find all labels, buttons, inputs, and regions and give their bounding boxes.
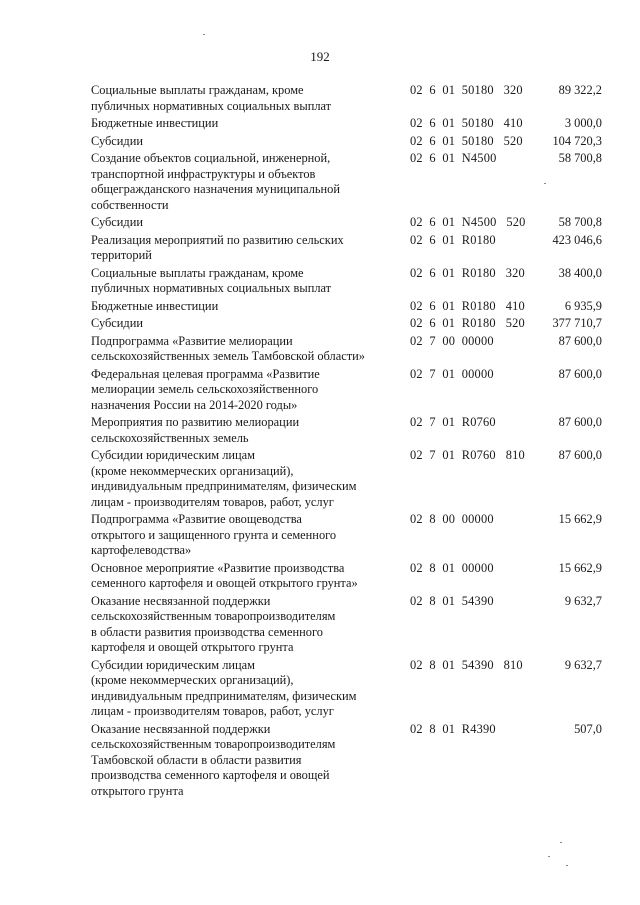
row-code: 02 6 01 50180 410 bbox=[410, 116, 523, 130]
table-row bbox=[0, 151, 640, 213]
row-amount: 423 046,6 bbox=[552, 232, 602, 247]
row-code: 02 6 01 50180 320 bbox=[410, 83, 523, 97]
row-code: 02 8 01 00000 bbox=[410, 560, 494, 575]
table-row bbox=[0, 83, 640, 114]
row-name: Подпрограмма «Развитие мелиорации сельскохозяйственных земель Тамбовской области» bbox=[91, 333, 365, 363]
table-row bbox=[0, 134, 640, 150]
row-code: 02 6 01 R0180 bbox=[410, 232, 496, 247]
table-row bbox=[0, 299, 640, 315]
table-row bbox=[0, 233, 640, 264]
row-code: 02 8 01 54390 bbox=[410, 593, 494, 608]
row-code: 02 6 01 R0180 320 bbox=[410, 265, 525, 280]
row-code: 02 6 01 R0180 410 bbox=[410, 298, 525, 313]
row-code: 02 8 01 54390 810 bbox=[410, 657, 523, 672]
row-amount: 9 632,7 bbox=[564, 593, 602, 608]
row-amount: 38 400,0 bbox=[558, 265, 602, 280]
table-row bbox=[0, 722, 640, 800]
row-name: Субсидии юридическим лицам (кроме некоммерческих организаций), индивидуальным предпринимателям, физическим лицам - производителям товаров, работ, услуг bbox=[91, 448, 357, 509]
row-amount: 87 600,0 bbox=[558, 448, 602, 462]
row-code: 02 6 01 N4500 520 bbox=[410, 215, 526, 229]
row-name: Субсидии bbox=[91, 316, 143, 330]
row-amount: 104 720,3 bbox=[552, 133, 602, 148]
table-row bbox=[0, 215, 640, 231]
table-row bbox=[0, 367, 640, 414]
row-amount: 3 000,0 bbox=[564, 116, 602, 130]
row-name: Реализация мероприятий по развитию сельских территорий bbox=[91, 232, 344, 262]
row-code: 02 6 01 50180 520 bbox=[410, 133, 523, 148]
row-amount: 58 700,8 bbox=[558, 151, 602, 165]
table-row bbox=[0, 561, 640, 592]
row-code: 02 7 01 R0760 bbox=[410, 415, 496, 429]
row-amount: 377 710,7 bbox=[552, 316, 602, 330]
scan-speck bbox=[560, 842, 562, 843]
row-amount: 89 322,2 bbox=[558, 83, 602, 97]
row-code: 02 8 01 R4390 bbox=[410, 721, 496, 736]
row-name: Оказание несвязанной поддержки сельскохозяйственным товаропроизводителям Тамбовской области в области развития производства семенного картофеля и овощей открытого грунта bbox=[91, 721, 336, 798]
row-name: Оказание несвязанной поддержки сельскохозяйственным товаропроизводителям в области развития производства семенного картофеля и овощей открытого грунта bbox=[91, 593, 336, 654]
table-row bbox=[0, 594, 640, 656]
row-name: Подпрограмма «Развитие овощеводства открытого и защищенного грунта и семенного картофелеводства» bbox=[91, 512, 337, 557]
table-row bbox=[0, 415, 640, 446]
row-name: Мероприятия по развитию мелиорации сельскохозяйственных земель bbox=[91, 415, 300, 445]
table-row bbox=[0, 334, 640, 365]
row-amount: 87 600,0 bbox=[558, 366, 602, 381]
row-amount: 507,0 bbox=[574, 721, 602, 736]
row-amount: 9 632,7 bbox=[564, 657, 602, 672]
row-code: 02 7 01 R0760 810 bbox=[410, 448, 525, 462]
table-row bbox=[0, 512, 640, 559]
table-row bbox=[0, 266, 640, 297]
row-name: Социальные выплаты гражданам, кроме публичных нормативных социальных выплат bbox=[91, 83, 332, 113]
table-row bbox=[0, 116, 640, 132]
row-name: Бюджетные инвестиции bbox=[91, 298, 219, 313]
row-code: 02 7 01 00000 bbox=[410, 366, 494, 381]
row-name: Основное мероприятие «Развитие производства семенного картофеля и овощей открытого грунта» bbox=[91, 560, 358, 590]
row-name: Субсидии bbox=[91, 133, 143, 148]
row-amount: 15 662,9 bbox=[558, 560, 602, 575]
scan-speck bbox=[566, 865, 568, 866]
row-code: 02 8 00 00000 bbox=[410, 512, 494, 526]
row-name: Социальные выплаты гражданам, кроме публичных нормативных социальных выплат bbox=[91, 265, 332, 295]
row-code: 02 7 00 00000 bbox=[410, 333, 494, 348]
page-number: 192 bbox=[310, 49, 330, 64]
row-name: Бюджетные инвестиции bbox=[91, 116, 219, 130]
row-name: Субсидии bbox=[91, 215, 143, 229]
table-row bbox=[0, 448, 640, 510]
scan-speck bbox=[548, 856, 550, 857]
budget-table bbox=[0, 83, 640, 801]
row-code: 02 6 01 R0180 520 bbox=[410, 316, 525, 330]
row-amount: 6 935,9 bbox=[564, 298, 602, 313]
row-name: Создание объектов социальной, инженерной, транспортной инфраструктуры и объектов общегражданского назначения муниципальной собственности bbox=[91, 151, 341, 212]
row-amount: 87 600,0 bbox=[558, 415, 602, 429]
scan-speck bbox=[203, 34, 205, 35]
row-amount: 87 600,0 bbox=[558, 333, 602, 348]
table-row bbox=[0, 658, 640, 720]
scan-speck bbox=[544, 183, 546, 184]
row-code: 02 6 01 N4500 bbox=[410, 151, 497, 165]
row-amount: 15 662,9 bbox=[558, 512, 602, 526]
row-name: Субсидии юридическим лицам (кроме некоммерческих организаций), индивидуальным предпринимателям, физическим лицам - производителям товаров, работ, услуг bbox=[91, 657, 357, 718]
table-row bbox=[0, 316, 640, 332]
row-amount: 58 700,8 bbox=[558, 215, 602, 229]
row-name: Федеральная целевая программа «Развитие мелиорации земель сельскохозяйственного назначения России на 2014-2020 годы» bbox=[91, 366, 320, 412]
